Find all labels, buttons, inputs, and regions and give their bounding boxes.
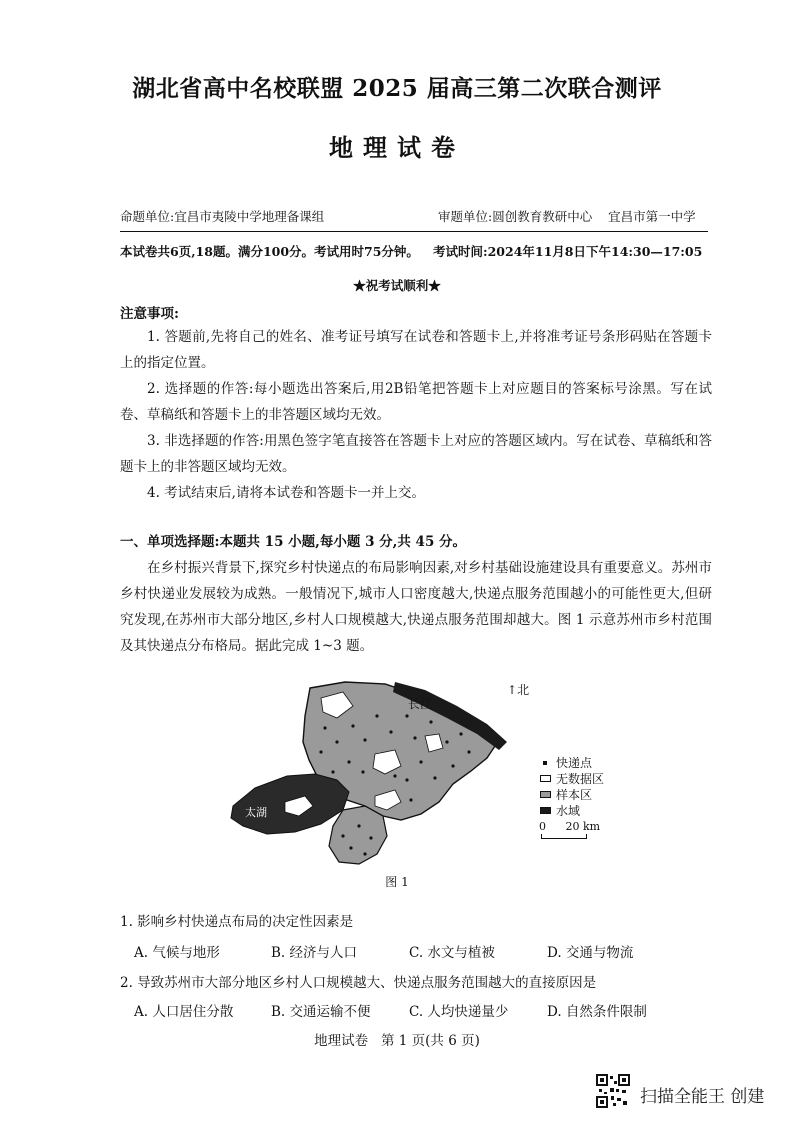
delivery-point — [331, 770, 334, 773]
delivery-point — [369, 836, 372, 839]
delivery-point — [341, 834, 344, 837]
delivery-point — [429, 720, 432, 723]
suzhou-map — [225, 676, 518, 876]
blessing-text: ★祝考试顺利★ — [353, 278, 441, 293]
delivery-point — [363, 738, 366, 741]
note-item-3: 3. 非选择题的作答:用黑色签字笔直接答在答题卡上对应的答题区域内。写在试卷、草稿纸和答题卡上的非答题区域均无效。 — [120, 433, 712, 475]
legend-label: 无数据区 — [556, 772, 605, 786]
map-label-taihu: 太湖 — [245, 806, 267, 819]
legend-sample-swatch — [540, 791, 551, 798]
question-1-option-c: C. 水文与植被 — [409, 945, 495, 961]
legend-water — [540, 802, 580, 819]
legend-nodata — [540, 770, 604, 787]
question-2-option-b: B. 交通运输不便 — [271, 1004, 371, 1020]
map-region-south — [329, 806, 387, 864]
legend-sample — [540, 786, 592, 803]
section-intro: 在乡村振兴背景下,探究乡村快递点的布局影响因素,对乡村基础设施建设具有重要意义。苏州市乡村快递业发展较为成熟。一般情况下,城市人口密度越大,快递点服务范围越小的可能性更大,但研究发现,在苏州市大部分地区,乡村人口规模越大,快递点服务范围却越大。图 1 示意苏州市乡村范围及其快递点分布格局。据此完成 1~3 题。 — [120, 560, 712, 654]
proposer-unit: 命题单位:宜昌市夷陵中学地理备课组 — [120, 209, 325, 224]
exam-time: 考试时间:2024年11月8日下午14:30—17:05 — [433, 244, 703, 259]
legend-water-swatch — [540, 807, 551, 814]
delivery-point — [445, 740, 448, 743]
delivery-point — [375, 714, 378, 717]
delivery-point — [433, 776, 436, 779]
scale-distance: 20 km — [565, 820, 601, 833]
delivery-point — [347, 760, 350, 763]
note-item-2: 2. 选择题的作答:每小题选出答案后,用2B铅笔把答题卡上对应题目的答案标号涂黑。写在试卷、草稿纸和答题卡上的非答题区域均无效。 — [120, 381, 712, 423]
section-heading: 一、单项选择题:本题共 15 小题,每小题 3 分,共 45 分。 — [120, 534, 467, 550]
question-1-option-d: D. 交通与物流 — [547, 945, 634, 961]
scale-bar-line — [541, 834, 587, 839]
question-2-option-c: C. 人均快递量少 — [409, 1004, 509, 1020]
legend-label: 快递点 — [556, 756, 593, 770]
legend-label: 水域 — [556, 804, 581, 818]
question-2-option-a: A. 人口居住分散 — [134, 1004, 234, 1020]
reviewer-unit: 审题单位:圆创教育教研中心 宜昌市第一中学 — [438, 209, 696, 224]
question-1-stem: 1. 影响乡村快递点布局的决定性因素是 — [120, 914, 354, 930]
delivery-point — [467, 750, 470, 753]
exam-info: 本试卷共6页,18题。满分100分。考试用时75分钟。 — [120, 244, 419, 259]
north-label: 北 — [517, 683, 530, 697]
legend-nodata-swatch — [540, 775, 551, 782]
delivery-point — [413, 736, 416, 739]
figure-caption: 图 1 — [385, 875, 409, 889]
question-1-option-b: B. 经济与人口 — [271, 945, 358, 961]
delivery-point — [335, 740, 338, 743]
delivery-point — [389, 730, 392, 733]
delivery-point — [323, 726, 326, 729]
legend-label: 样本区 — [556, 788, 593, 802]
scale-bar — [539, 820, 600, 833]
exam-title: 湖北省高中名校联盟 2025 届高三第二次联合测评 — [132, 75, 662, 102]
notes-heading: 注意事项: — [120, 306, 179, 322]
delivery-point — [451, 764, 454, 767]
north-arrow — [507, 681, 529, 698]
delivery-point — [351, 724, 354, 727]
delivery-point — [357, 824, 360, 827]
question-2-stem: 2. 导致苏州市大部分地区乡村人口规模越大、快递点服务范围越大的直接原因是 — [120, 975, 597, 991]
qr-code-icon — [596, 1074, 630, 1108]
scanner-watermark: 扫描全能王 创建 — [640, 1087, 765, 1107]
delivery-point — [393, 774, 396, 777]
delivery-point — [419, 760, 422, 763]
note-item-4: 4. 考试结束后,请将本试卷和答题卡一并上交。 — [147, 485, 425, 501]
page-footer: 地理试卷 第 1 页(共 6 页) — [314, 1033, 480, 1049]
note-item-1: 1. 答题前,先将自己的姓名、准考证号填写在试卷和答题卡上,并将准考证号条形码贴在答题卡上的指定位置。 — [120, 329, 712, 371]
header-divider — [120, 231, 708, 232]
delivery-point — [349, 846, 352, 849]
delivery-point — [459, 732, 462, 735]
delivery-point — [405, 778, 408, 781]
subject-title: 地理试卷 — [329, 133, 465, 162]
question-1-option-a: A. 气候与地形 — [134, 945, 220, 961]
delivery-point — [319, 750, 322, 753]
delivery-point — [361, 770, 364, 773]
delivery-point — [363, 852, 366, 855]
delivery-point — [409, 798, 412, 801]
question-2-option-d: D. 自然条件限制 — [547, 1004, 647, 1020]
map-label-yangtze: 长江 — [408, 697, 433, 711]
north-arrow-icon: ↑ — [507, 683, 518, 697]
scale-zero: 0 — [539, 820, 546, 833]
delivery-point — [405, 714, 408, 717]
legend-delivery-point — [540, 754, 592, 771]
legend-dot-icon — [543, 761, 547, 765]
